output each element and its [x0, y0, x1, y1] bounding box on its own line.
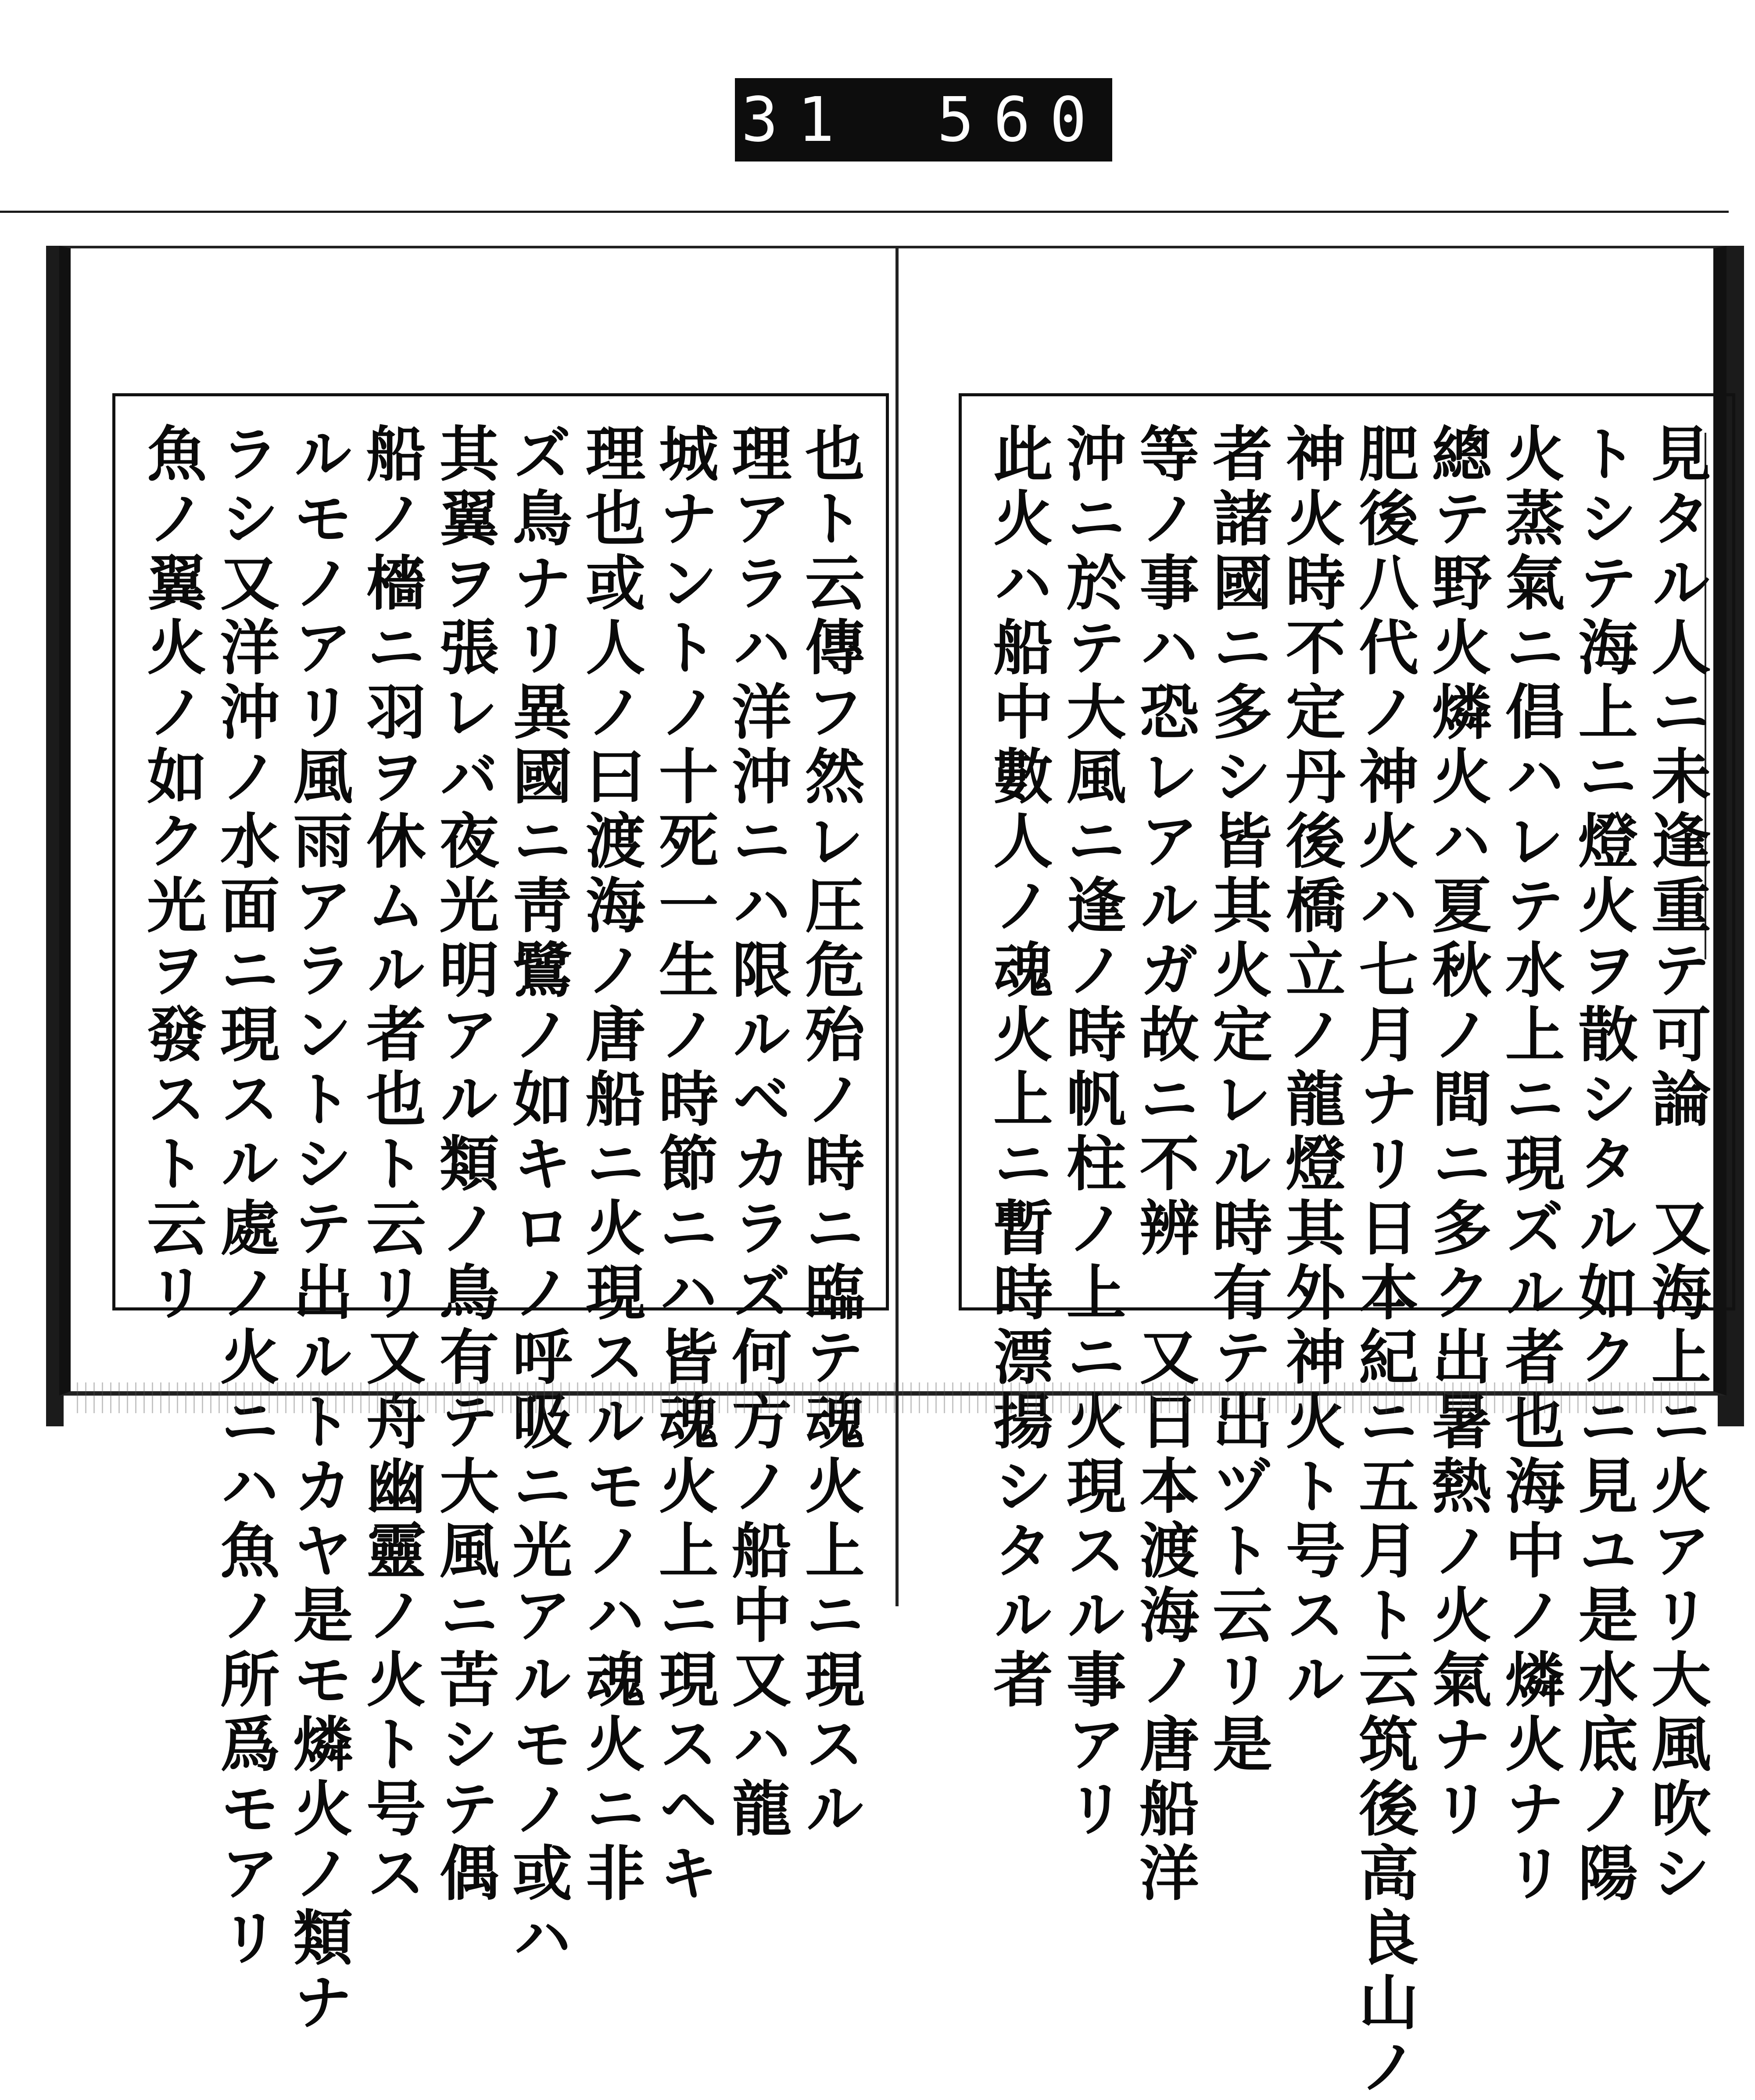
text-column: 城ナントノ十死一生ノ時節ニハ皆魂火上ニ現スヘキ: [648, 423, 719, 1906]
right-text-frame: [959, 393, 1735, 2100]
left-text-frame: [112, 393, 889, 2035]
text-column: 者諸國ニ多シ皆其火定レル時有テ出ヅト云リ是: [1202, 423, 1272, 1777]
text-column: ルモノアリ風雨アラントシテ出ルトカヤ是モ燐火ノ類ナ: [283, 423, 353, 2035]
text-column: 見タル人ニ未逢重テ可論 又海上ニ火アリ大風吹シ: [1640, 423, 1711, 1906]
horizontal-rule: [0, 211, 1729, 213]
catalog-number-right: 560.: [937, 84, 1163, 156]
catalog-number-label: [684, 78, 1163, 162]
text-column: 也ト云傳フ然レ圧危殆ノ時ニ臨テ魂火上ニ現スル: [794, 423, 865, 1842]
right-page: [897, 246, 1726, 2100]
text-column: 其翼ヲ張レバ夜光明アル類ノ鳥有テ大風ニ苦シテ偶: [429, 423, 499, 1906]
text-column: トシテ海上ニ燈火ヲ散シタル如クニ見ユ是水底ノ陽: [1568, 423, 1638, 1906]
right-text-columns: [983, 423, 1711, 2100]
catalog-number-left: 931: [684, 84, 854, 156]
text-column: 肥後八代ノ神火ハ七月ナリ日本紀ニ五月ト云筑後高良山ノ: [1348, 423, 1419, 2100]
text-column: 總テ野火燐火ハ夏秋ノ間ニ多ク出暑熱ノ火氣ナリ: [1421, 423, 1492, 1842]
left-text-columns: [136, 423, 865, 2035]
text-column: 理アラハ洋沖ニハ限ルベカラズ何方ノ船中又ハ龍: [721, 423, 792, 1842]
text-column: 理也或人ノ曰渡海ノ唐船ニ火現スルモノハ魂火ニ非: [575, 423, 645, 1906]
text-column: ラシ又洋沖ノ水面ニ現スル處ノ火ニハ魚ノ所爲モアリ: [209, 423, 280, 1971]
text-column: 神火時不定丹後橋立ノ龍燈其外神火ト号スル: [1275, 423, 1346, 1713]
text-column: 火蒸氣ニ倡ハレテ水上ニ現ズル者也海中ノ燐火ナリ: [1494, 423, 1565, 1906]
text-column: 魚ノ翼火ノ如ク光ヲ發スト云リ: [136, 423, 207, 1326]
text-column: 船ノ檣ニ羽ヲ休ムル者也ト云リ又舟幽靈ノ火ト号ス: [355, 423, 426, 1906]
text-column: 沖ニ於テ大風ニ逢ノ時帆柱ノ上ニ火現スル事アリ: [1056, 423, 1126, 1842]
left-page: [59, 246, 897, 2035]
text-column: ズ鳥ナリ異國ニ靑鷺ノ如キロノ呼吸ニ光アルモノ或ハ: [502, 423, 573, 1971]
page-bottom-speckle: [77, 1382, 1700, 1413]
text-column: 等ノ事ハ恐レアルガ故ニ不辨 又日本渡海ノ唐船洋: [1129, 423, 1200, 1906]
text-column: 此火ハ船中數人ノ魂火上ニ暫時漂揚シタル者: [983, 423, 1053, 1713]
book-spread: [59, 246, 1726, 2100]
